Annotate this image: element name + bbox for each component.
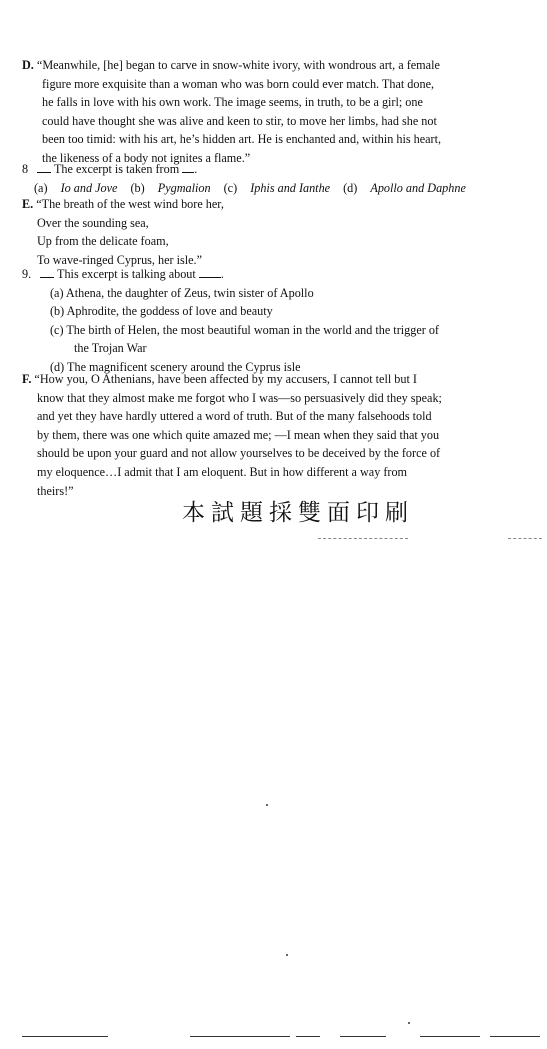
passage-e-line: E. “The breath of the west wind bore her, [22, 197, 224, 211]
footer-rule [340, 1036, 386, 1037]
passage-f-line: know that they almost make me forgot who I was—so persuasively did they speak; [37, 390, 442, 405]
footer-rule [296, 1036, 320, 1037]
passage-e-line: Over the sounding sea, [37, 215, 149, 230]
passage-d-line: he falls in love with his own work. The image seems, in truth, to be a girl; one [42, 95, 423, 110]
passage-f-line: my eloquence…I admit that I am eloquent. But in how different a way from [37, 464, 408, 479]
option-d: (d) Apollo and Daphne [343, 180, 466, 195]
option-c: (c) Iphis and Ianthe [223, 180, 331, 195]
footer-rule [22, 1036, 108, 1037]
scan-dot [408, 1022, 410, 1024]
answer-blank[interactable] [40, 267, 54, 278]
passage-f-line: and yet they have hardly uttered a word of truth. But of the many falsehoods told [37, 409, 432, 424]
scan-dot [286, 954, 288, 956]
passage-e [22, 195, 224, 269]
passage-e-label: E. [22, 197, 34, 211]
question-9 [22, 265, 439, 377]
footer-rule [190, 1036, 290, 1037]
passage-d-line: the likeness of a body not ignites a flame.” [42, 150, 251, 165]
passage-f-line: F. “How you, O Athenians, have been affected by my accusers, I cannot tell but I [22, 372, 417, 386]
question-8-prompt: The excerpt is taken from [53, 162, 180, 176]
footer-rule [420, 1036, 480, 1037]
option-c: (c) The birth of Helen, the most beautiful woman in the world and the trigger of [50, 322, 439, 337]
scan-mark [318, 538, 408, 539]
scan-mark [508, 538, 542, 539]
passage-e-line: To wave-ringed Cyprus, her isle.” [37, 252, 202, 267]
question-8-number: 8 [22, 162, 29, 176]
option-c-continued: the Trojan War [74, 341, 147, 356]
answer-blank[interactable] [37, 162, 51, 173]
question-9-number: 9. [22, 267, 32, 281]
option-a: (a) Io and Jove [34, 180, 118, 195]
option-b: (b) Aphrodite, the goddess of love and beauty [50, 304, 273, 319]
passage-d-line: figure more exquisite than a woman who was born could ever match. That done, [42, 76, 435, 91]
passage-f [22, 370, 442, 500]
passage-f-label: F. [22, 372, 32, 386]
passage-f-line: theirs!” [37, 483, 74, 498]
blank [182, 162, 194, 173]
option-b: (b) Pygmalion [130, 180, 211, 195]
passage-d [22, 56, 441, 168]
passage-d-label: D. [22, 58, 34, 72]
passage-d-line: could have thought she was alive and keen to stir, to move her limbs, had she not [42, 113, 437, 128]
passage-f-line: should be upon your guard and not allow yourselves to be deceived by the force of [37, 446, 441, 461]
passage-f-line: by them, there was one which quite amazed me; —I mean when they said that you [37, 427, 440, 442]
option-a: (a) Athena, the daughter of Zeus, twin sister of Apollo [50, 285, 314, 300]
question-9-stem: 9. This excerpt is talking about . [22, 267, 224, 281]
blank [199, 267, 221, 278]
question-8-stem: 8 The excerpt is taken from . [22, 162, 198, 176]
option-d: (d) The magnificent scenery around the Cyprus isle [50, 359, 301, 374]
question-9-prompt: This excerpt is talking about [57, 267, 196, 281]
passage-d-line: D. “Meanwhile, [he] began to carve in snow-white ivory, with wondrous art, a female [22, 58, 440, 72]
footer-rule [490, 1036, 540, 1037]
passage-d-line: been too timid: with his art, he’s hidden art. He is enchanted and, within his heart, [42, 132, 442, 147]
scan-dot [266, 804, 268, 806]
print-notice-stamp: 本試題採雙面印刷 [182, 500, 414, 526]
passage-e-line: Up from the delicate foam, [37, 234, 169, 249]
question-8 [22, 160, 476, 197]
